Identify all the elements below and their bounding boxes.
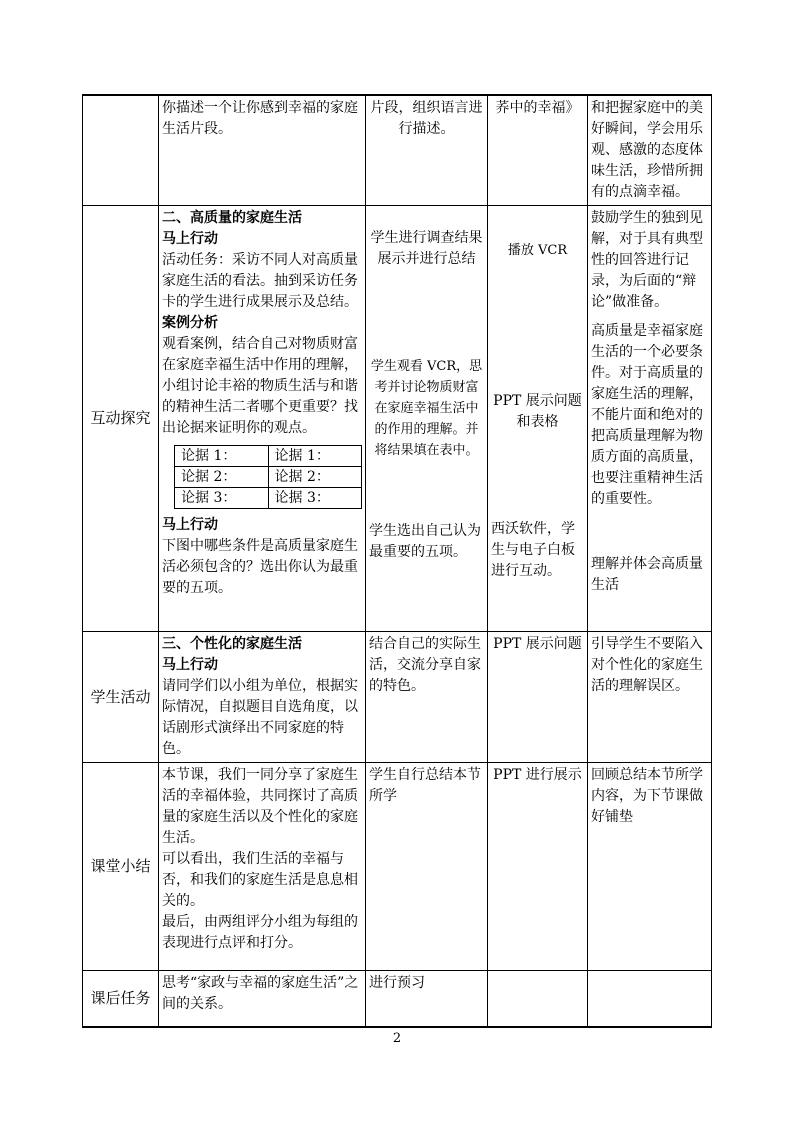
stage-cell <box>83 971 159 1027</box>
intent-cell <box>588 206 712 632</box>
stage-label: 互动探究 <box>90 409 151 427</box>
media-text: PPT 展示问题 <box>493 636 582 652</box>
student-cell <box>366 763 488 971</box>
intent-text: 高质量是幸福家庭生活的一个必要条件。对于高质量的家庭生活的理解，不能片面和绝对的把高质量理解为物质方面的高质量，也要注重精神生活的重要性。 <box>591 323 703 507</box>
section-title: 二、高质量的家庭生活 <box>162 210 302 226</box>
media-text: PPT 进行展示 <box>493 767 582 783</box>
table-row <box>83 632 712 763</box>
media-text: PPT 展示问题和表格 <box>493 393 582 430</box>
summary-paragraph: 最后，由两组评分小组为每组的表现进行点评和打分。 <box>162 914 358 951</box>
evidence-row <box>175 467 362 488</box>
stage-cell <box>83 206 159 632</box>
stage-cell <box>83 632 159 763</box>
content-cell <box>159 95 366 206</box>
media-text: 西沃软件，学生与电子白板进行互动。 <box>491 521 575 579</box>
content-cell <box>159 971 366 1027</box>
case-text: 观看案例，结合自己对物质财富在家庭幸福生活中作用的理解，小组讨论丰裕的物质生活与和谐的精神生活二者哪个更重要？找出论据来证明你的观点。 <box>162 336 358 436</box>
intent-text: 回顾总结本节所学内容，为下节课做好铺垫 <box>591 767 703 825</box>
selection-text: 下图中哪些条件是高质量家庭生活必须包含的？选出你认为最重要的五项。 <box>162 538 358 596</box>
evidence-row <box>175 446 362 467</box>
evidence-cell: 论据 1： <box>175 446 269 467</box>
stage-label: 学生活动 <box>90 687 151 706</box>
media-cell <box>488 763 588 971</box>
evidence-cell: 论据 2： <box>268 467 362 488</box>
intent-cell <box>588 632 712 763</box>
content-cell <box>159 206 366 632</box>
activity-text: 请同学们以小组为单位，根据实际情况，自拟题目自选角度，以话剧形式演绎出不同家庭的特色。 <box>162 678 358 757</box>
student-text: 学生观看 VCR，思考并讨论物质财富在家庭幸福生活中的作用的理解。并将结果填在表中。 <box>370 359 483 458</box>
student-text: 进行预习 <box>369 975 425 991</box>
summary-paragraph: 可以看出，我们生活的幸福与否，和我们的家庭生活是息息相关的。 <box>162 851 358 909</box>
evidence-row <box>175 488 362 509</box>
stage-cell <box>83 95 159 206</box>
page-number: 2 <box>392 1031 402 1046</box>
media-cell <box>488 95 588 206</box>
subsection-title: 案例分析 <box>162 315 218 331</box>
student-cell <box>366 632 488 763</box>
student-text: 片段，组织语言进行描述。 <box>370 100 483 137</box>
content-cell <box>159 632 366 763</box>
student-text: 学生选出自己认为最重要的五项。 <box>369 523 481 560</box>
intent-cell <box>588 763 712 971</box>
section-title: 三、个性化的家庭生活 <box>162 636 302 652</box>
stage-label: 课堂小结 <box>90 857 151 875</box>
intent-text: 引导学生不要陷入对个性化的家庭生活的理解误区。 <box>591 636 703 694</box>
media-text: 荞中的幸福》 <box>495 100 580 116</box>
student-text: 学生进行调查结果展示并进行总结 <box>370 230 483 267</box>
evidence-table <box>174 445 362 509</box>
content-text: 思考“家政与幸福的家庭生活”之间的关系。 <box>162 975 359 1012</box>
intent-cell <box>588 971 712 1027</box>
media-cell <box>488 971 588 1027</box>
media-cell <box>488 632 588 763</box>
intent-text: 和把握家庭中的美好瞬间，学会用乐观、感激的态度体味生活，珍惜所拥有的点滴幸福。 <box>591 100 703 200</box>
media-text: 播放 VCR <box>507 243 568 258</box>
summary-paragraph: 本节课，我们一同分享了家庭生活的幸福体验，共同探讨了高质量的家庭生活以及个性化的家庭生活。 <box>162 767 358 846</box>
activity-text: 活动任务：采访不同人对高质量家庭生活的看法。抽到采访任务卡的学生进行成果展示及总结。 <box>162 252 358 310</box>
evidence-cell: 论据 2： <box>175 467 269 488</box>
evidence-cell: 论据 1： <box>268 446 362 467</box>
evidence-cell: 论据 3： <box>175 488 269 509</box>
student-cell <box>366 95 488 206</box>
table-row <box>83 971 712 1027</box>
media-cell <box>488 206 588 632</box>
evidence-cell: 论据 3： <box>268 488 362 509</box>
stage-label: 课后任务 <box>90 988 151 1007</box>
lesson-plan-table <box>82 94 712 1028</box>
table-row <box>83 95 712 206</box>
subsection-title: 马上行动 <box>162 231 218 247</box>
stage-cell <box>83 763 159 971</box>
subsection-title: 马上行动 <box>162 657 218 673</box>
content-cell <box>159 763 366 971</box>
intent-text: 理解并体会高质量生活 <box>591 556 703 593</box>
student-cell <box>366 206 488 632</box>
table-row <box>83 206 712 632</box>
table-row <box>83 763 712 971</box>
subsection-title: 马上行动 <box>162 517 218 533</box>
content-text: 你描述一个让你感到幸福的家庭生活片段。 <box>162 100 358 137</box>
intent-text: 鼓励学生的独到见解，对于具有典型性的回答进行记录，为后面的“辩论”做准备。 <box>591 210 703 310</box>
student-text: 结合自己的实际生活，交流分享自家的特色。 <box>369 636 481 694</box>
student-cell <box>366 971 488 1027</box>
student-text: 学生自行总结本节所学 <box>369 767 481 804</box>
intent-cell <box>588 95 712 206</box>
